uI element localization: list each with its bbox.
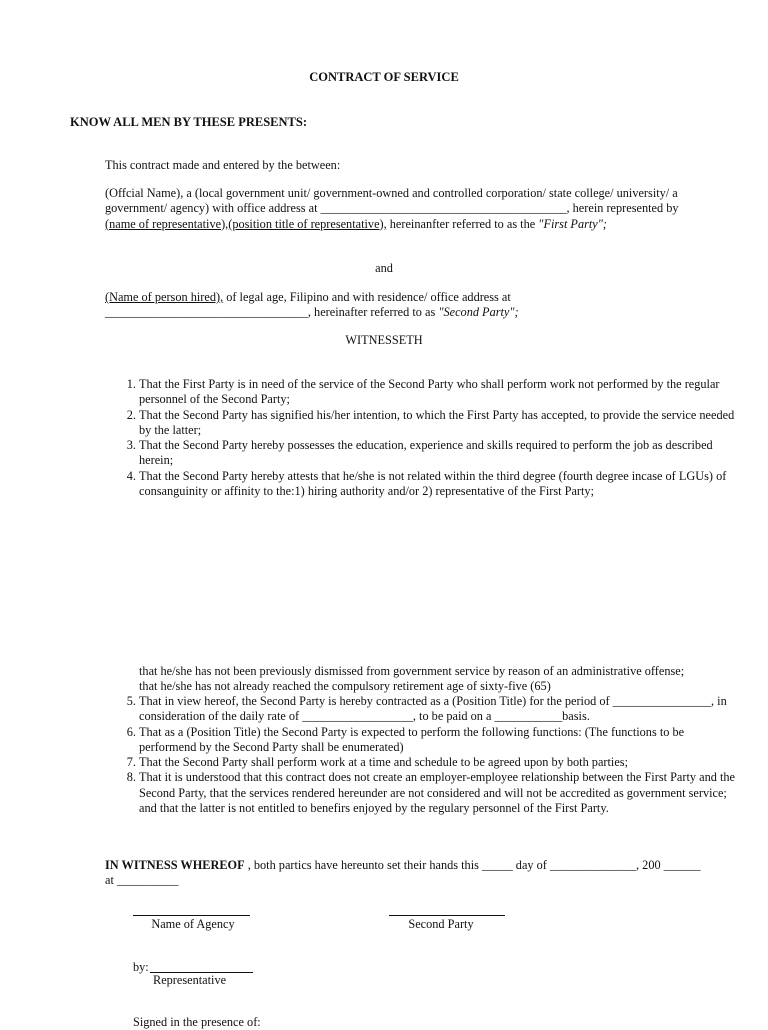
second-party-signature-label: Second Party <box>408 917 474 931</box>
second-party-text-1: of legal age, Filipino and with residence/ office address at <box>223 290 511 304</box>
clause-item: 2. That the Second Party has signified his/her intention, to which the First Party has accepted, to provide the service needed by the latter; <box>139 408 737 439</box>
first-party-label: "First Party"; <box>538 216 608 231</box>
clause-4-continuation: that he/she has not been previously dismissed from government service by reason of an administrative offense; that he/she has not already reached the compulsory retirement age of sixty-five (65) <box>139 664 685 694</box>
and-connector: and <box>375 261 393 275</box>
clause-6-text: That as a (Position Title) the Second Party is expected to perform the following functions: (The functions to be performend by the Second Party shall be enumerated) <box>139 724 685 754</box>
clause-list-2 <box>105 694 737 816</box>
clause-item <box>139 694 737 725</box>
clause-item: 3. That the Second Party hereby possesses the education, experience and skills required to perform the job as described herein; <box>139 438 737 469</box>
by-label: by: <box>133 960 149 974</box>
second-party-label: "Second Party"; <box>438 305 519 320</box>
document-title: CONTRACT OF SERVICE <box>309 70 459 84</box>
witnesseth-heading: WITNESSETH <box>345 333 423 347</box>
clause-item <box>139 725 737 756</box>
preamble-heading: KNOW ALL MEN BY THESE PRESENTS: <box>70 115 307 129</box>
clause-item: 7. That the Second Party shall perform work at a time and schedule to be agreed upon by both parties; <box>139 755 737 770</box>
second-party-paragraph <box>105 290 705 321</box>
clause-item: 4. That the Second Party hereby attests that he/she is not related within the third degree (fourth degree incase of LGUs) of consanguinity or affinity to the:1) hiring authority and/or 2) representative of the First Party; <box>139 469 737 500</box>
witness-paragraph <box>105 858 703 889</box>
representative-title: (position title of representative), <box>228 216 387 231</box>
witness-text: , both partics have hereunto set their hands this _____ day of ______________, 200 ______ at __________ <box>105 858 701 888</box>
clause-list-1 <box>105 377 737 499</box>
representative-label: Representative <box>153 973 227 987</box>
intro-paragraph: This contract made and entered by the between: <box>105 158 341 172</box>
clause-item: 8. That it is understood that this contract does not create an employer-employee relationship between the First Party and the Second Party, that the services rendered hereunder are not considered and will not be accredited as government service; and that the latter is not entitled to benefirs enjoyed by the regulary personnel of the First Party. <box>139 770 737 816</box>
clause-5-text: That in view hereof, the Second Party is hereby contracted as a (Position Title) for the period of ________________, in consideration of the daily rate of __________________, to be paid on a ___________basis. <box>139 694 727 724</box>
agency-signature-line <box>133 915 250 916</box>
presence-label: Signed in the presence of: <box>133 1015 261 1029</box>
second-party-signature-line <box>389 915 505 916</box>
witness-whereof: IN WITNESS WHEREOF <box>105 858 245 872</box>
second-party-text-2: _________________________________, hereinafter referred to as <box>105 305 439 320</box>
representative-name: (name of representative), <box>105 216 229 231</box>
first-party-paragraph <box>105 186 705 232</box>
hired-person-name: (Name of person hired), <box>105 290 224 304</box>
first-party-text-1: (Offcial Name), a (local government unit/ government-owned and controlled corporation/ state college/ university/ a government/ agency) with office address at ________________________________________, herein represented by <box>105 186 679 216</box>
clause-item: 1. That the First Party is in need of the service of the Second Party who shall perform work not performed by the regular personnel of the Second Party; <box>139 377 737 408</box>
first-party-text-2: hereinanfter referred to as the <box>386 216 539 231</box>
agency-label: Name of Agency <box>151 917 235 931</box>
